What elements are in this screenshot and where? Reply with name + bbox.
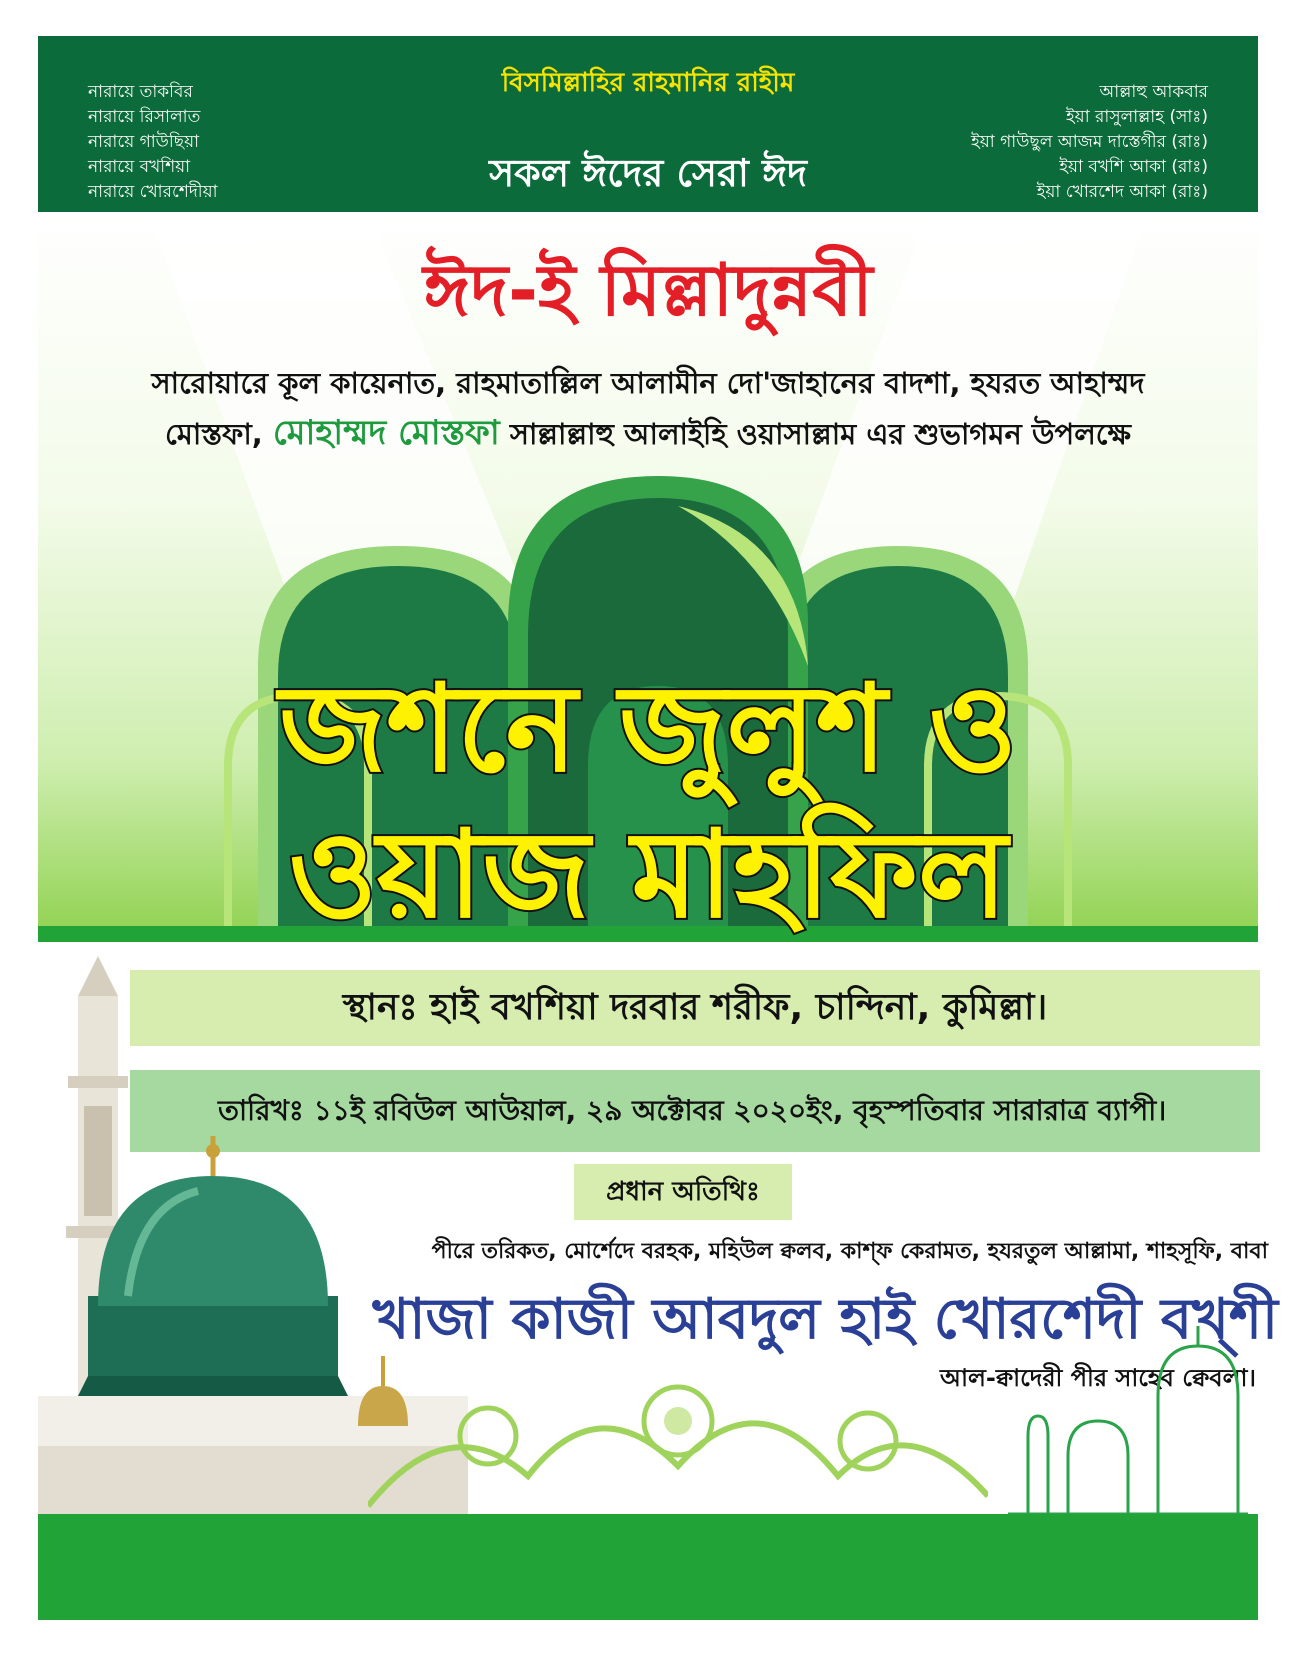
left-slogan: নারায়ে বখশিয়া xyxy=(88,157,191,177)
guest-description: পীরে তরিকত, মোর্শেদে বরহক, মহিউল ক্বলব, কাশ্‌ফ কেরামত, হযরতুল আল্লামা, শাহসূফি, বাবা xyxy=(431,1239,1268,1264)
guest-name: খাজা কাজী আবদুল হাই খোরশেদী বখ্শী xyxy=(372,1287,1278,1352)
intro-text xyxy=(78,358,1218,459)
left-slogan: নারায়ে গাউছিয়া xyxy=(88,132,200,152)
intro-line-2-start: মোস্তফা, xyxy=(165,417,273,451)
right-slogan: ইয়া খোরশেদ আকা (রাঃ) xyxy=(1036,182,1208,202)
intro-highlight: মোহাম্মদ মোস্তফা xyxy=(272,413,500,453)
intro-line-2 xyxy=(78,408,1218,459)
venue-box: স্থানঃ হাই বখশিয়া দরবার শরীফ, চান্দিনা, কুমিল্লা। xyxy=(130,970,1260,1046)
date-box: তারিখঃ ১১ই রবিউল আউয়াল, ২৯ অক্টোবর ২০২০ইং, বৃহস্পতিবার সারারাত্র ব্যাপী। xyxy=(130,1070,1260,1152)
guest-title: আল-ক্বাদেরী পীর সাহেব ক্বেবলা। xyxy=(940,1364,1256,1392)
right-slogan: ইয়া রাসুলাল্লাহ (সাঃ) xyxy=(1065,107,1208,127)
left-slogan: নারায়ে খোরশেদীয়া xyxy=(88,182,218,202)
intro-line-2-end: সাল্লাল্লাহু আলাইহি ওয়াসাল্লাম এর শুভাগমন উপলক্ষে xyxy=(499,417,1131,451)
left-slogan: নারায়ে রিসালাত xyxy=(88,107,201,127)
footer-band xyxy=(38,1514,1258,1620)
eid-title: ঈদ-ই মিল্লাদুন্নবী xyxy=(423,248,873,332)
intro-line-1: সারোয়ারে কূল কায়েনাত, রাহমাতাল্লিল আলামীন দো'জাহানের বাদশা, হযরত আহাম্মদ xyxy=(151,366,1145,400)
right-slogan: ইয়া গাউছুল আজম দাস্তেগীর (রাঃ) xyxy=(970,132,1208,152)
right-slogan: ইয়া বখশি আকা (রাঃ) xyxy=(1059,157,1208,177)
poster xyxy=(38,36,1278,1620)
floral-ornament xyxy=(368,1366,988,1516)
guest-label: প্রধান অতিথিঃ xyxy=(574,1164,792,1220)
mosque-outline-icon xyxy=(1008,1326,1248,1516)
big-title-line-1: জশনে জুলুশ ও xyxy=(279,660,1017,799)
left-slogans xyxy=(88,80,218,205)
big-title-line-2: ওয়াজ মাহফিল xyxy=(288,806,1008,945)
left-slogan: নারায়ে তাকবির xyxy=(88,82,193,102)
right-slogan: আল্লাহু আকবার xyxy=(1099,82,1208,102)
bismillah: বিসমিল্লাহির রাহমানির রাহীম xyxy=(501,68,795,98)
header-subtitle: সকল ঈদের সেরা ঈদ xyxy=(489,151,807,195)
right-slogans xyxy=(971,80,1208,205)
